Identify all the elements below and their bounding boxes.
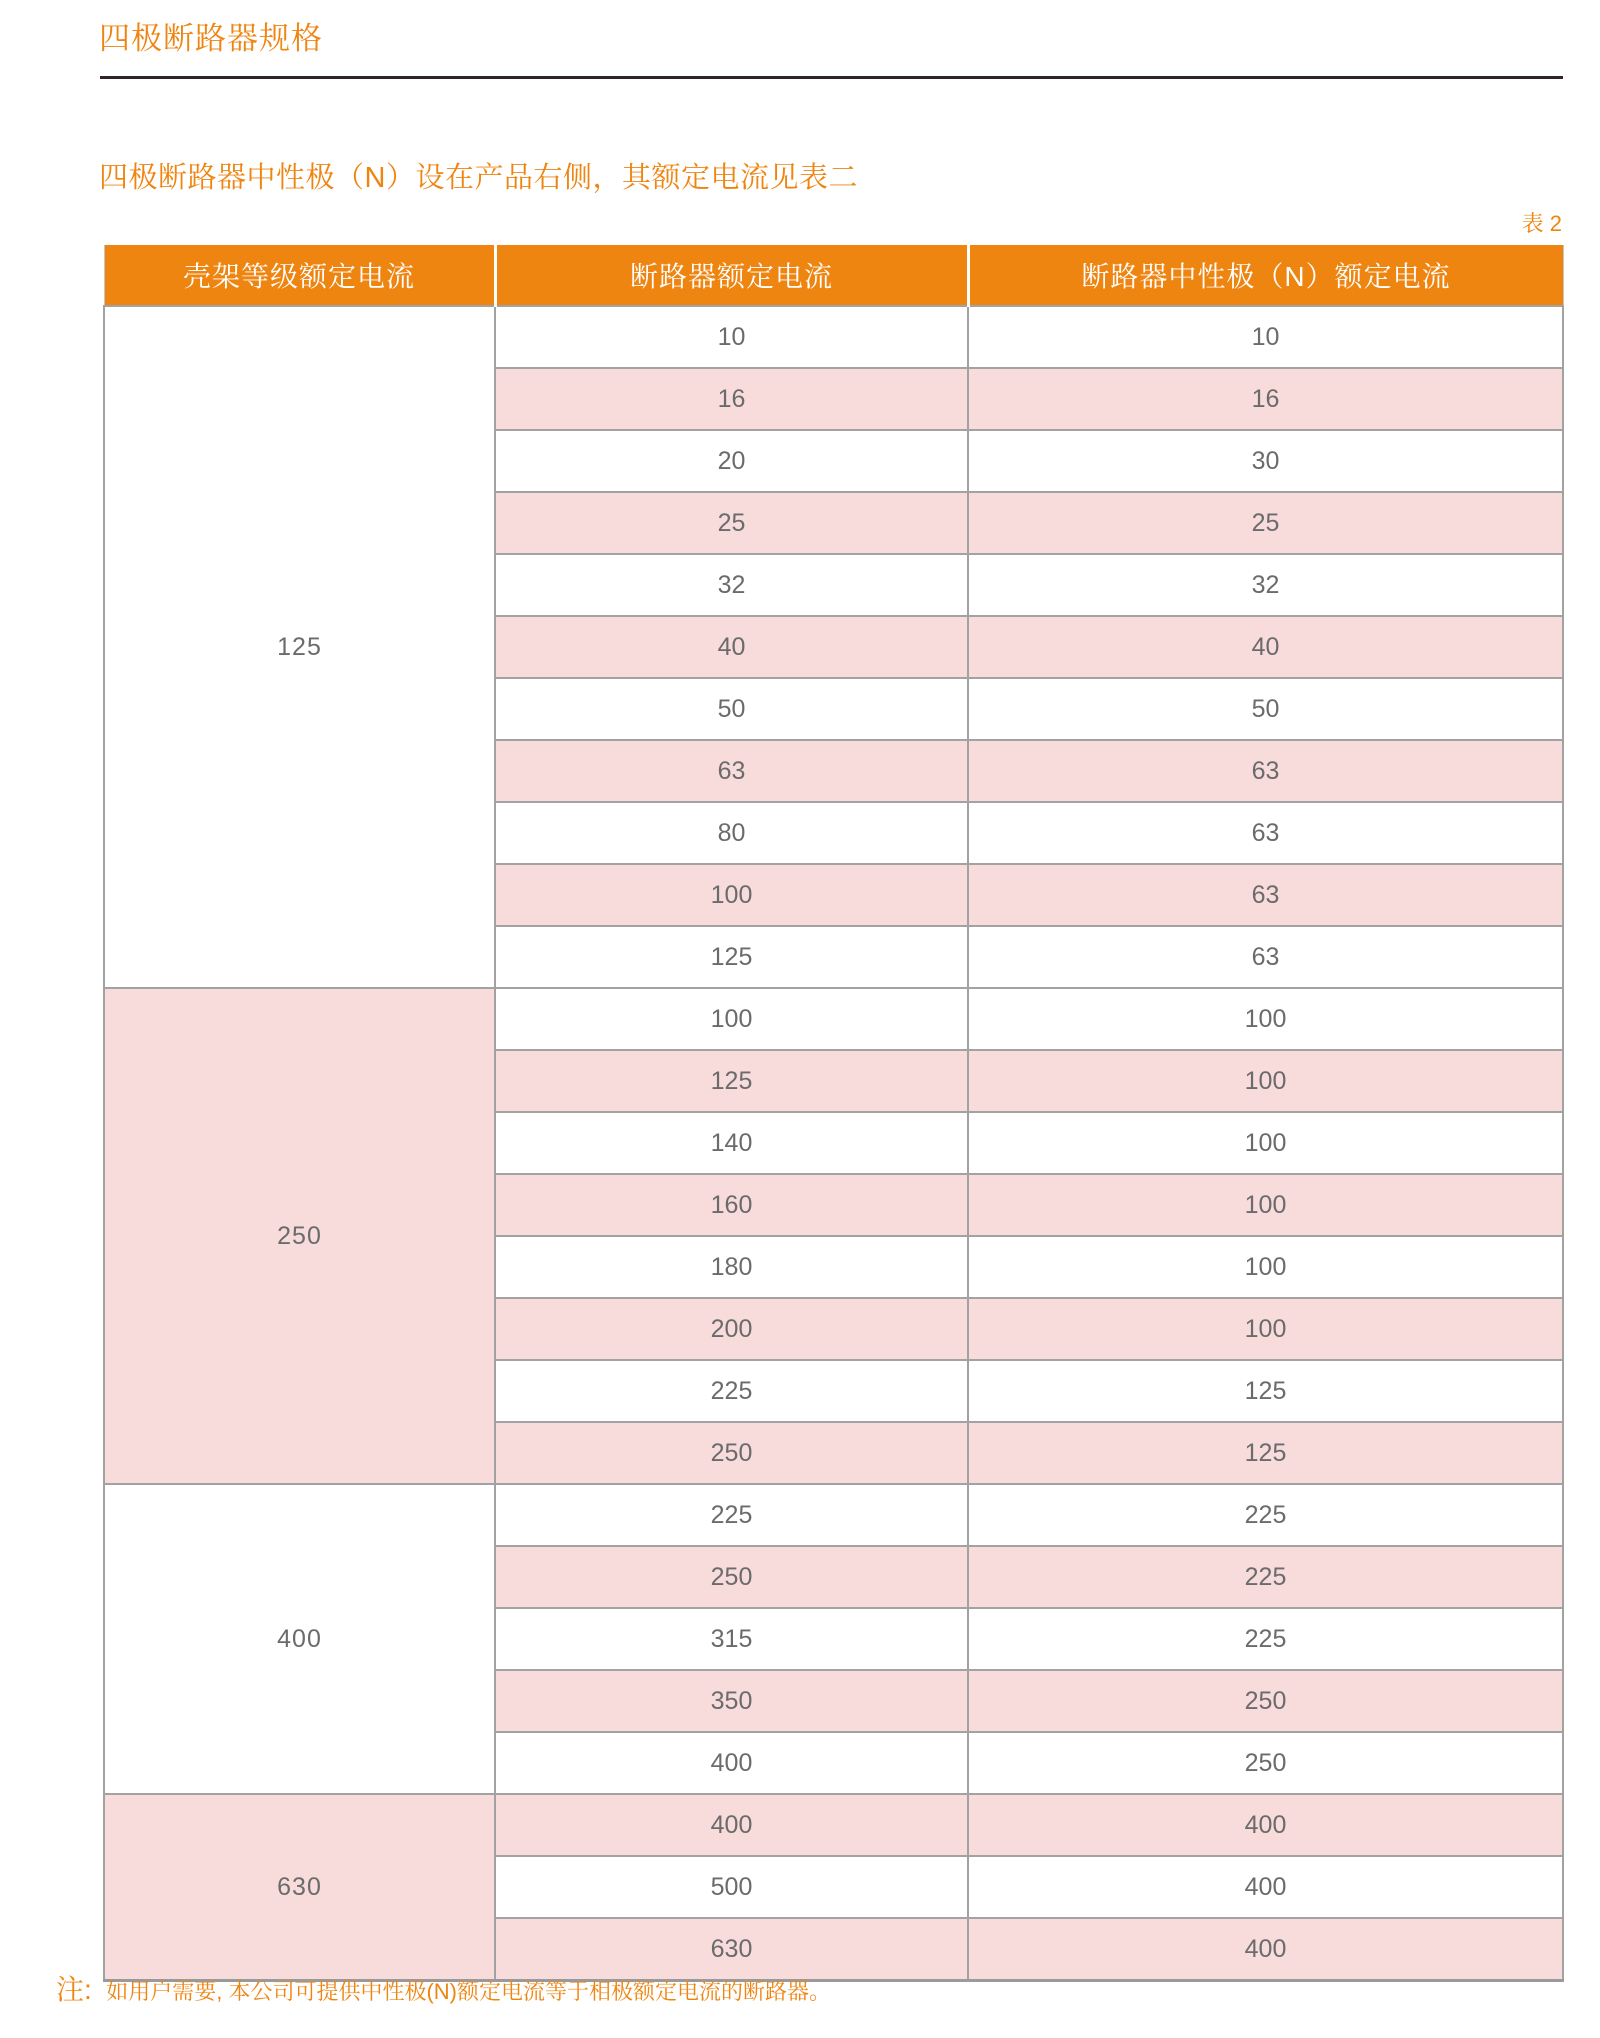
breaker-rated-current-cell: 10 (495, 306, 968, 368)
breaker-rated-current-cell: 250 (495, 1546, 968, 1608)
breaker-rated-current-cell: 225 (495, 1484, 968, 1546)
table-row (104, 1484, 1563, 1546)
neutral-rated-current-cell: 100 (968, 1112, 1563, 1174)
col-header-neutral-current: 断路器中性极（N）额定电流 (968, 245, 1563, 306)
frame-rated-current-cell: 630 (104, 1794, 495, 1981)
breaker-rated-current-cell: 140 (495, 1112, 968, 1174)
neutral-rated-current-cell: 63 (968, 740, 1563, 802)
table-row (104, 306, 1563, 368)
breaker-rated-current-cell: 630 (495, 1918, 968, 1981)
breaker-rated-current-cell: 400 (495, 1732, 968, 1794)
breaker-rated-current-cell: 100 (495, 864, 968, 926)
neutral-rated-current-cell: 400 (968, 1918, 1563, 1981)
breaker-rated-current-cell: 180 (495, 1236, 968, 1298)
breaker-rated-current-cell: 16 (495, 368, 968, 430)
neutral-rated-current-cell: 40 (968, 616, 1563, 678)
neutral-rated-current-cell: 225 (968, 1484, 1563, 1546)
breaker-rated-current-cell: 40 (495, 616, 968, 678)
breaker-rated-current-cell: 32 (495, 554, 968, 616)
title-divider (100, 76, 1563, 79)
breaker-rated-current-cell: 80 (495, 802, 968, 864)
breaker-rated-current-cell: 25 (495, 492, 968, 554)
neutral-rated-current-cell: 63 (968, 926, 1563, 988)
breaker-rated-current-cell: 250 (495, 1422, 968, 1484)
neutral-rated-current-cell: 10 (968, 306, 1563, 368)
page-title: 四极断路器规格 (99, 21, 323, 56)
neutral-rated-current-cell: 63 (968, 802, 1563, 864)
col-header-breaker-current: 断路器额定电流 (495, 245, 968, 306)
neutral-rated-current-cell: 100 (968, 1236, 1563, 1298)
neutral-rated-current-cell: 250 (968, 1670, 1563, 1732)
frame-rated-current-cell: 400 (104, 1484, 495, 1794)
breaker-rated-current-cell: 400 (495, 1794, 968, 1856)
frame-rated-current-cell: 250 (104, 988, 495, 1484)
breaker-rated-current-cell: 350 (495, 1670, 968, 1732)
neutral-rated-current-cell: 16 (968, 368, 1563, 430)
neutral-rated-current-cell: 63 (968, 864, 1563, 926)
footnote (56, 1968, 831, 2008)
table-header-row (104, 245, 1563, 306)
breaker-rated-current-cell: 225 (495, 1360, 968, 1422)
footnote-text: 如用户需要, 本公司可提供中性极(N)额定电流等于相极额定电流的断路器。 (106, 1979, 832, 2004)
table-row (104, 1794, 1563, 1856)
neutral-rated-current-cell: 125 (968, 1422, 1563, 1484)
neutral-rated-current-cell: 100 (968, 1050, 1563, 1112)
neutral-rated-current-cell: 225 (968, 1546, 1563, 1608)
breaker-rated-current-cell: 20 (495, 430, 968, 492)
breaker-rated-current-cell: 500 (495, 1856, 968, 1918)
breaker-rated-current-cell: 200 (495, 1298, 968, 1360)
intro-text: 四极断路器中性极（N）设在产品右侧，其额定电流见表二 (99, 162, 858, 194)
neutral-rated-current-cell: 100 (968, 1298, 1563, 1360)
col-header-frame-current: 壳架等级额定电流 (104, 245, 495, 306)
neutral-rated-current-cell: 400 (968, 1856, 1563, 1918)
neutral-rated-current-cell: 400 (968, 1794, 1563, 1856)
frame-rated-current-cell: 125 (104, 306, 495, 988)
breaker-rated-current-cell: 100 (495, 988, 968, 1050)
breaker-spec-table (103, 245, 1564, 1982)
footnote-label: 注: (56, 1974, 92, 2005)
neutral-rated-current-cell: 30 (968, 430, 1563, 492)
breaker-rated-current-cell: 125 (495, 926, 968, 988)
neutral-rated-current-cell: 100 (968, 988, 1563, 1050)
table-row (104, 988, 1563, 1050)
breaker-rated-current-cell: 125 (495, 1050, 968, 1112)
breaker-rated-current-cell: 63 (495, 740, 968, 802)
table-number-label: 表 2 (1521, 211, 1562, 236)
neutral-rated-current-cell: 50 (968, 678, 1563, 740)
neutral-rated-current-cell: 225 (968, 1608, 1563, 1670)
breaker-rated-current-cell: 50 (495, 678, 968, 740)
neutral-rated-current-cell: 125 (968, 1360, 1563, 1422)
breaker-rated-current-cell: 315 (495, 1608, 968, 1670)
neutral-rated-current-cell: 250 (968, 1732, 1563, 1794)
neutral-rated-current-cell: 32 (968, 554, 1563, 616)
breaker-rated-current-cell: 160 (495, 1174, 968, 1236)
neutral-rated-current-cell: 100 (968, 1174, 1563, 1236)
neutral-rated-current-cell: 25 (968, 492, 1563, 554)
